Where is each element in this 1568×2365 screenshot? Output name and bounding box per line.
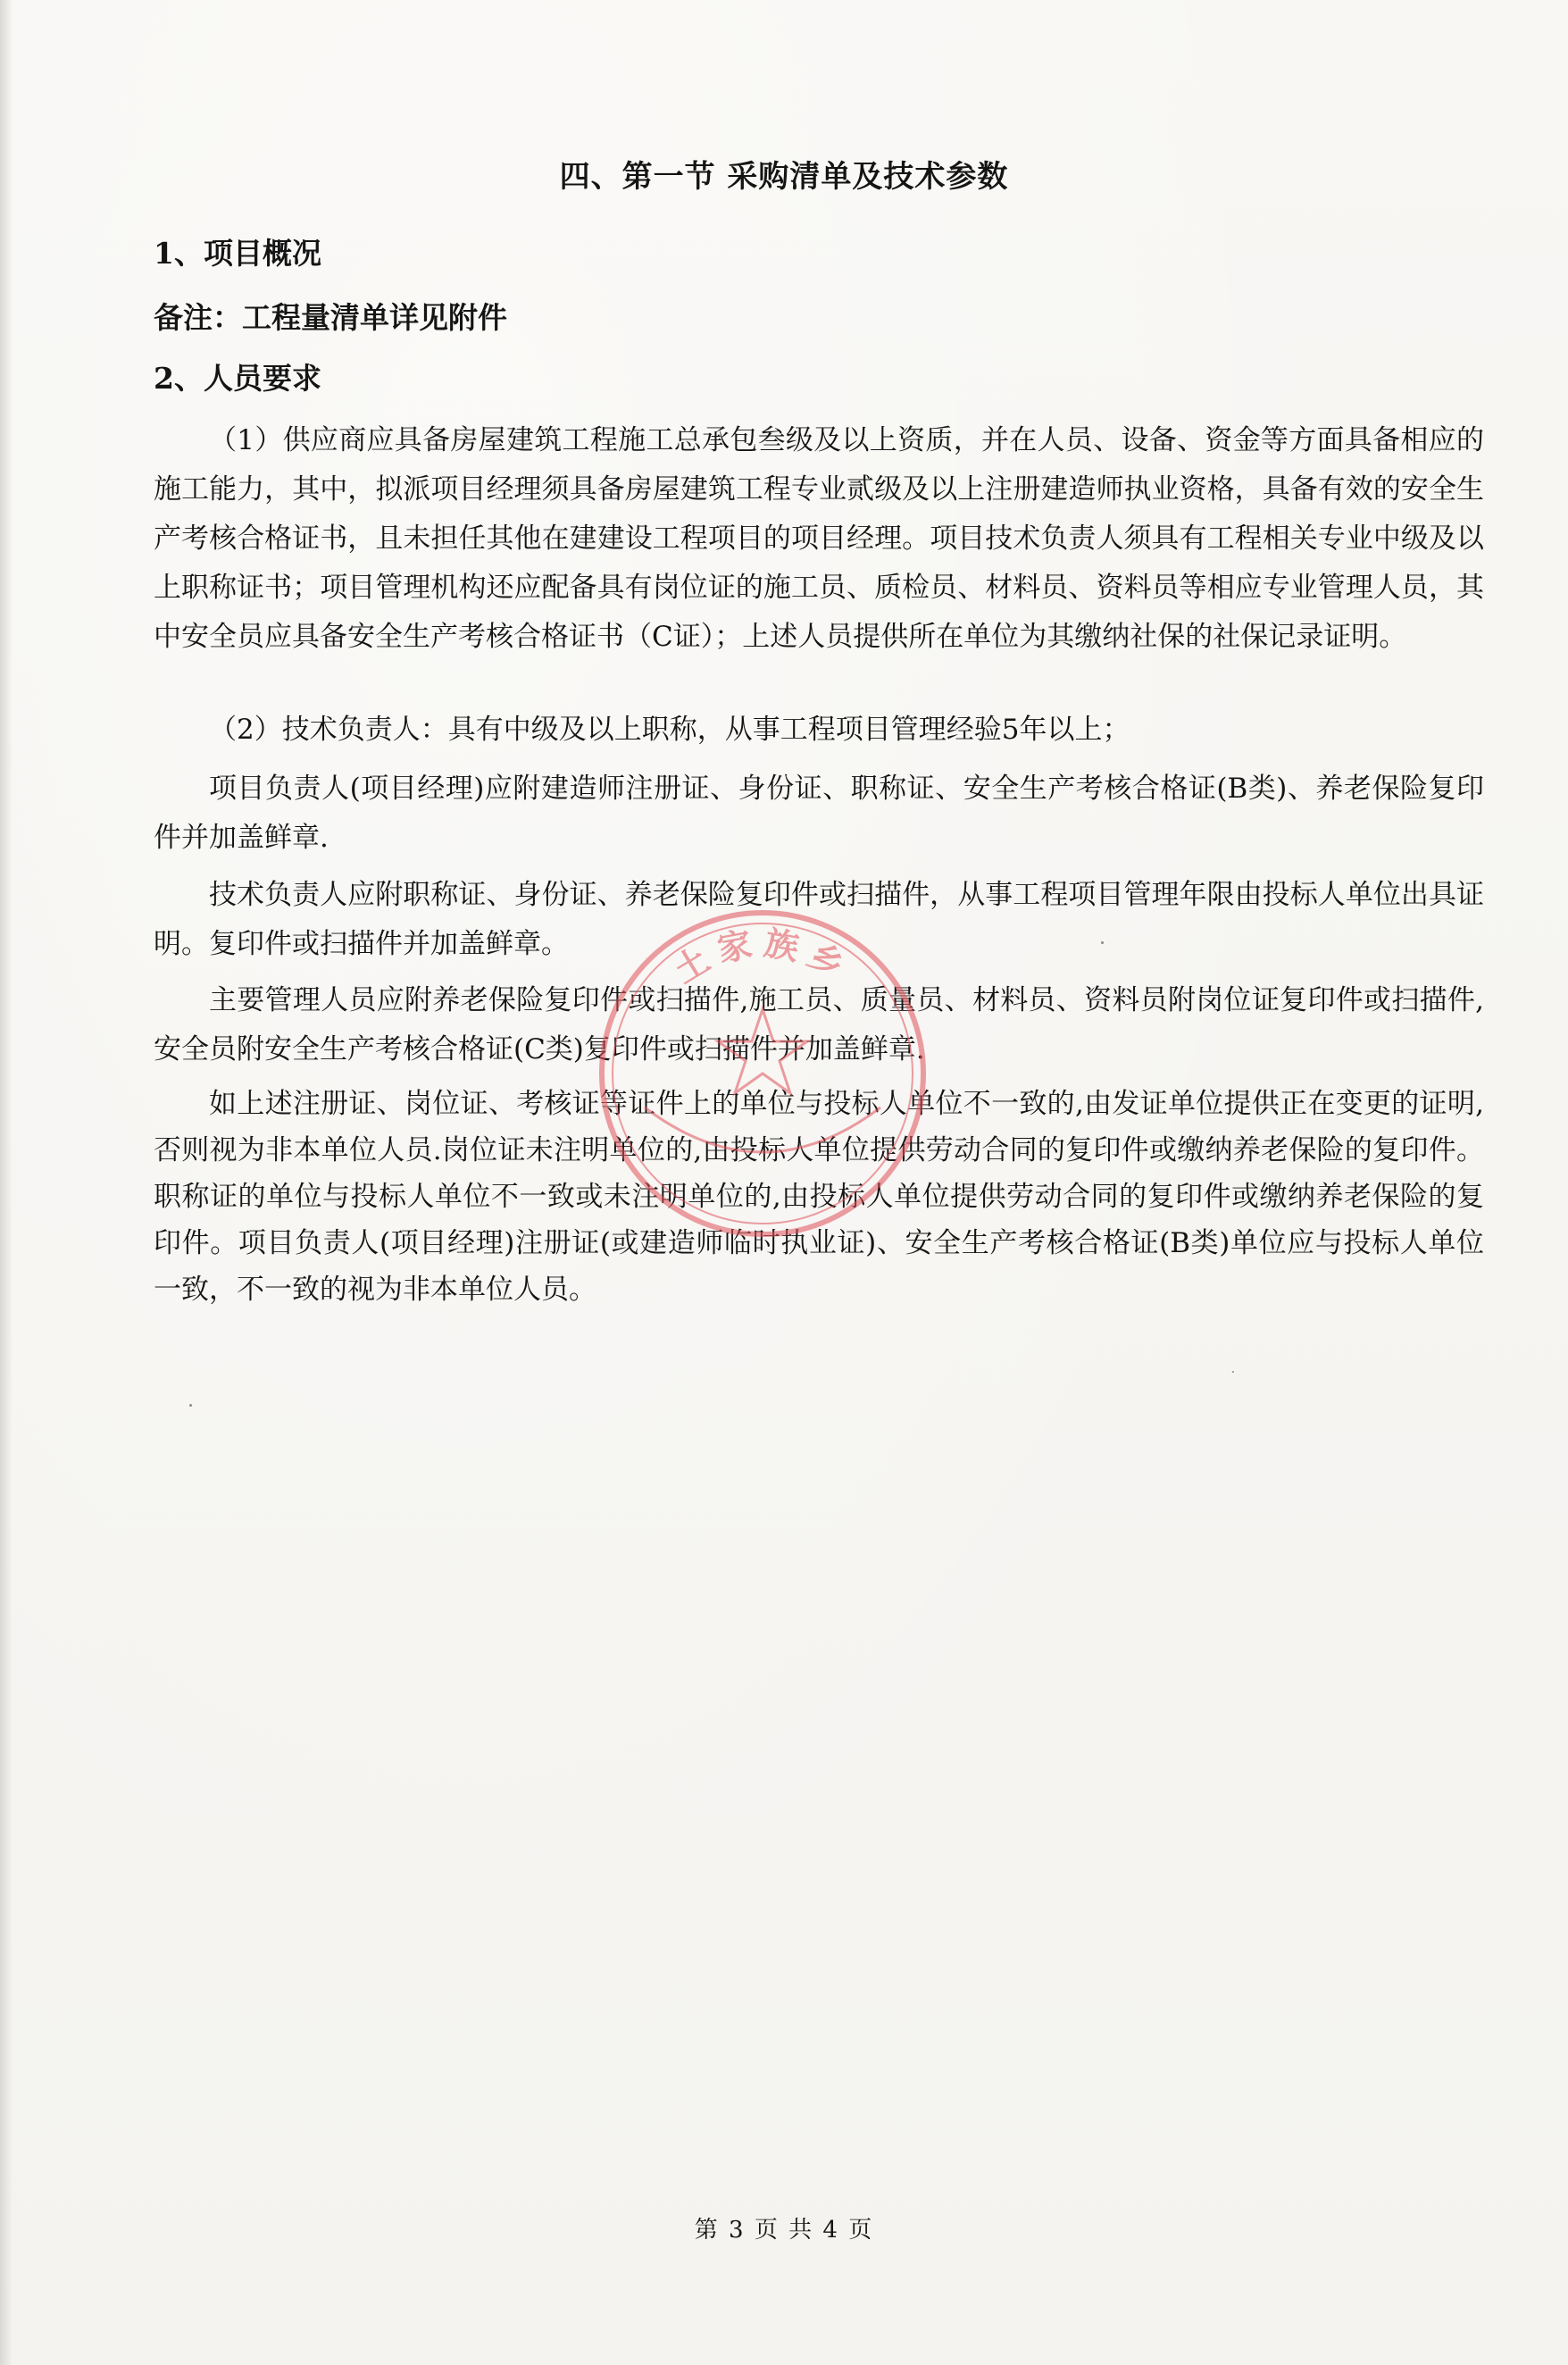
paragraph-technical-lead-docs: 技术负责人应附职称证、身份证、养老保险复印件或扫描件，从事工程项目管理年限由投标人单位出具证明。复印件或扫描件并加盖鲜章。 [154, 879, 1484, 960]
paragraph-management-staff-docs: 主要管理人员应附养老保险复印件或扫描件,施工员、质量员、材料员、资料员附岗位证复印件或扫描件,安全员附安全生产考核合格证(C类)复印件或扫描件并加盖鲜章. [154, 984, 1484, 1066]
svg-text:土家族乡: 土家族乡 [666, 922, 859, 991]
scan-speck [1101, 941, 1104, 944]
section-heading-personnel: 2、人员要求 [154, 361, 321, 396]
paragraph-certificate-unit-rules: 如上述注册证、岗位证、考核证等证件上的单位与投标人单位不一致的,由发证单位提供正在变更的证明,否则视为非本单位人员.岗位证未注明单位的,由投标人单位提供劳动合同的复印件或缴纳养老保险的复印件。职称证的单位与投标人单位不一致或未注明单位的,由投标人单位提供劳动合同的复印件或缴纳养老保险的复印件。项目负责人(项目经理)注册证(或建造师临时执业证)、安全生产考核合格证(B类)单位应与投标人单位一致，不一致的视为非本单位人员。 [154, 1088, 1484, 1306]
note-attachment: 备注：工程量清单详见附件 [154, 300, 507, 335]
paragraph-project-manager-docs: 项目负责人(项目经理)应附建造师注册证、身份证、职称证、安全生产考核合格证(B类)、养老保险复印件并加盖鲜章. [154, 773, 1484, 854]
paragraph-technical-lead: （2）技术负责人：具有中级及以上职称，从事工程项目管理经验5年以上； [209, 714, 1130, 746]
page-number-footer: 第 3 页 共 4 页 [694, 2217, 874, 2244]
scan-speck [189, 1404, 192, 1407]
scan-speck [1232, 1371, 1234, 1373]
document-title: 四、第一节 采购清单及技术参数 [559, 159, 1009, 195]
paragraph-supplier-requirements: （1）供应商应具备房屋建筑工程施工总承包叁级及以上资质，并在人员、设备、资金等方面具备相应的施工能力，其中，拟派项目经理须具备房屋建筑工程专业贰级及以上注册建造师执业资格，具备有效的安全生产考核合格证书，且未担任其他在建建设工程项目的项目经理。项目技术负责人须具有工程相关专业中级及以上职称证书；项目管理机构还应配备具有岗位证的施工员、质检员、材料员、资料员等相应专业管理人员，其中安全员应具备安全生产考核合格证书（C证）；上述人员提供所在单位为其缴纳社保的社保记录证明。 [154, 424, 1484, 653]
section-heading-overview: 1、项目概况 [154, 236, 321, 271]
scan-edge-shadow [0, 0, 13, 2365]
